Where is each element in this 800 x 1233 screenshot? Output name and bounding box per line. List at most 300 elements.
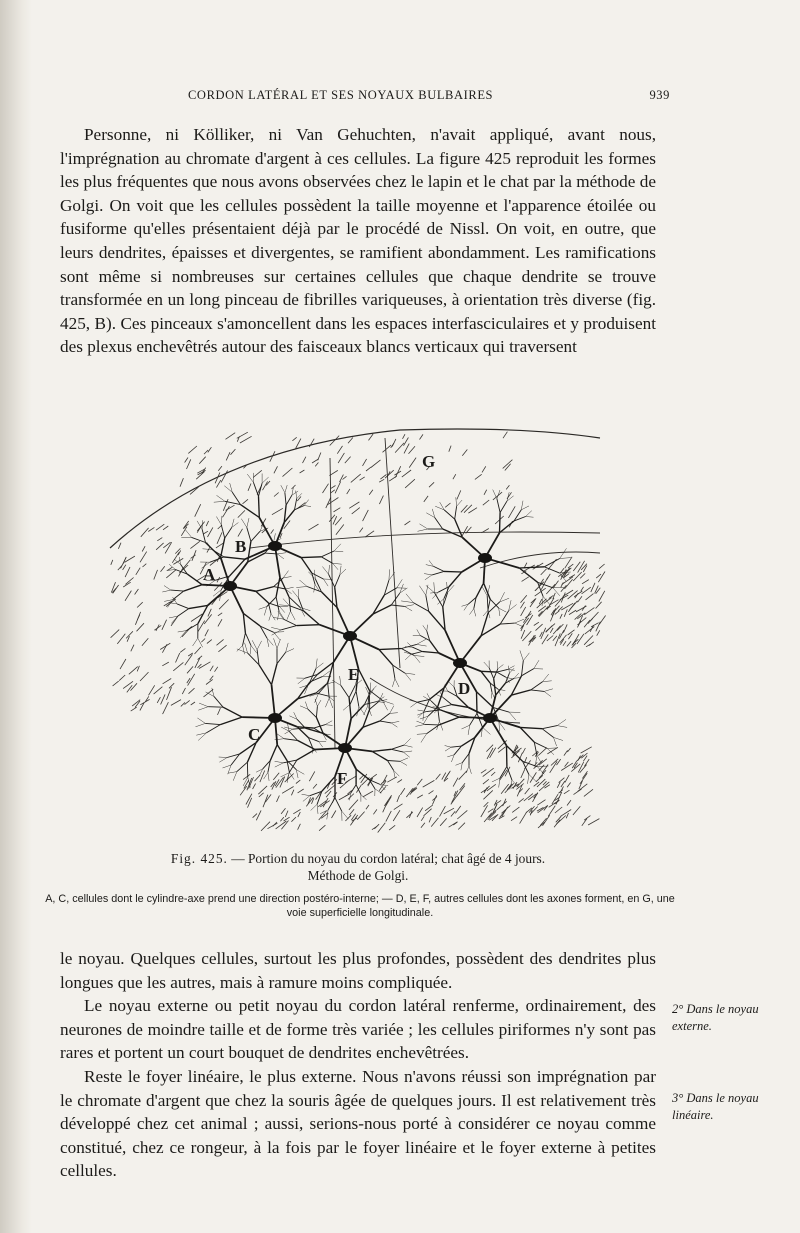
figure-labels (203, 452, 470, 788)
paragraph: Personne, ni Kölliker, ni Van Gehuchten, n'avait appliqué, avant nous, l'imprégnation au chromate d'argent à ces cellules. La figure 425 reproduit les formes les plus fréquentes que nous avons observées chez le lapin et le chat par la méthode de Golgi. On voit que les cellules possèdent la taille moyenne et l'apparence étoilée ou fusiforme qu'elles présentaient déjà par le procédé de Nissl. On voit, en outre, que leurs dendrites, épaisses et divergentes, se ramifient abondamment. Les ramifications sont même si nombreuses sur certaines cellules que chaque dendrite se trouve transformée en un long pinceau de fibrilles variqueuses, à orientation très diverse (fig. 425, B). Ces pinceaux s'amoncellent dans les espaces interfasciculaires et y produisent des plexus enchevêtrés autour des faisceaux blancs verticaux qui traversent (60, 125, 656, 357)
fiber-stroke (584, 759, 589, 766)
fiber-stroke (349, 809, 354, 815)
dendrite-branch (447, 755, 454, 757)
fiber-stroke (154, 570, 158, 580)
fiber-stroke (218, 708, 221, 715)
fiber-stroke (586, 594, 594, 600)
dendrite-branch (247, 474, 253, 482)
fiber-stroke (561, 593, 565, 603)
dendrite-branch (259, 665, 272, 685)
fiber-stroke (309, 439, 314, 447)
fiber-stroke (584, 789, 593, 796)
dendrite-branch (356, 691, 359, 706)
dendrite-branch (413, 603, 428, 612)
fiber-stroke (349, 502, 359, 508)
dendrite-branch (519, 568, 537, 582)
dendrite-branch (520, 727, 542, 728)
fiber-stroke (521, 630, 525, 639)
fiber-stroke (135, 612, 140, 625)
fiber-stroke (385, 470, 394, 478)
dendrite-branch (286, 649, 294, 653)
dendrite-branch (560, 558, 571, 559)
fiber-stroke (436, 774, 441, 780)
dendrite-branch (542, 726, 557, 729)
dendrite-branch (184, 585, 203, 591)
dendrite-branch (300, 706, 308, 709)
fiber-stroke (557, 782, 560, 788)
dendrite-branch (553, 588, 560, 596)
dendrite-branch (454, 746, 461, 755)
dendrite-branch (340, 676, 341, 686)
dendrite-branch (334, 544, 341, 551)
fiber-stroke (205, 629, 209, 636)
fiber-stroke (216, 480, 220, 488)
dendrite-branch (423, 625, 427, 631)
dendrite-branch (462, 754, 469, 763)
dendrite-branch (297, 493, 302, 498)
dendrite-branch (439, 717, 459, 725)
dendrite-branch (301, 557, 321, 558)
dendrite-branch (277, 745, 287, 761)
dendrite-branch (492, 778, 500, 782)
fiber-stroke (273, 773, 279, 780)
dendrite-branch (292, 591, 298, 598)
fiber-stroke (338, 453, 344, 463)
fiber-stroke (547, 574, 551, 580)
dendrite-branch (390, 713, 398, 714)
dendrite-branch (413, 647, 423, 651)
dendrite-branch (274, 638, 278, 648)
dendrite-branch (443, 698, 452, 705)
fiber-stroke (502, 806, 511, 814)
dendrite-branch (469, 766, 471, 774)
dendrite-branch (219, 758, 227, 763)
fiber-stroke (231, 449, 236, 455)
dendrite-branch (245, 633, 251, 646)
dendrite-branch (488, 599, 490, 610)
dendrite-branch (251, 531, 260, 541)
fiber-stroke (163, 679, 172, 684)
fiber-stroke (137, 602, 143, 607)
neuron-soma (338, 743, 352, 753)
dendrite-branch (198, 707, 208, 711)
dendrite-branch (186, 624, 198, 631)
axon-line (250, 532, 600, 548)
dendrite-branch (449, 682, 454, 687)
fiber-stroke (119, 675, 125, 681)
fiber-stroke (352, 508, 360, 514)
fiber-stroke (275, 779, 279, 786)
fiber-stroke (576, 755, 583, 762)
dendrite-branch (262, 477, 269, 483)
caption-label: Fig. 425. (170, 851, 228, 866)
fiber-stroke (449, 822, 458, 828)
section-outline (110, 429, 600, 548)
fiber-stroke (539, 759, 547, 765)
dendrite-branch (500, 623, 515, 624)
dendrite-branch (180, 631, 186, 638)
fiber-stroke (185, 700, 190, 704)
fiber-stroke (459, 771, 467, 780)
fiber-stroke (393, 810, 400, 821)
dendrite-branch (274, 632, 284, 633)
dendrite-branch (445, 746, 452, 748)
dendrite-branch (397, 579, 403, 587)
fiber-stroke (553, 636, 557, 641)
dendrite-branch (481, 671, 497, 672)
dendrite-branch (523, 653, 529, 661)
dendrite-branch (279, 605, 289, 606)
fiber-stroke (298, 789, 304, 793)
fiber-stroke (204, 450, 208, 454)
dendrite-branch (497, 499, 500, 513)
fiber-stroke (582, 580, 589, 584)
fiber-stroke (282, 787, 294, 794)
fiber-stroke (123, 557, 126, 564)
fiber-stroke (503, 432, 507, 439)
dendrite-branch (315, 699, 317, 707)
fiber-stroke (129, 667, 138, 675)
dendrite-branch (297, 750, 315, 761)
dendrite-branch (494, 669, 498, 679)
dendrite-branch (500, 521, 515, 533)
fiber-stroke (573, 806, 580, 815)
dendrite-branch (221, 538, 225, 557)
fiber-stroke (483, 779, 489, 784)
fiber-stroke (154, 625, 161, 630)
fiber-stroke (292, 437, 296, 441)
fiber-stroke (349, 800, 358, 810)
dendrite-branch (178, 609, 189, 617)
fiber-stroke (445, 503, 450, 507)
fiber-stroke (598, 572, 605, 583)
dendrite-branch (400, 758, 408, 761)
fiber-stroke (588, 819, 599, 825)
dendrite-branch (403, 752, 409, 757)
fiber-stroke (127, 685, 132, 692)
fiber-stroke (238, 510, 245, 517)
fiber-stroke (379, 479, 384, 482)
fiber-stroke (565, 775, 569, 783)
fiber-stroke (585, 627, 595, 635)
dendrite-branch (269, 614, 271, 621)
fiber-stroke (429, 791, 434, 794)
fiber-stroke (596, 574, 601, 578)
fiber-stroke (180, 648, 185, 652)
dendrite-branch (483, 727, 491, 734)
fiber-stroke (561, 603, 573, 610)
dendrite-branch (356, 769, 369, 780)
dendrite-branch (393, 665, 405, 673)
fiber-stroke (481, 770, 486, 774)
dendrite-branch (248, 541, 251, 562)
dendrite-branch (404, 745, 413, 747)
dendrite-branch (292, 491, 298, 495)
dendrite-branch (277, 734, 284, 739)
dendrite-branch (507, 746, 523, 762)
fiber-stroke (542, 634, 548, 644)
dendrite-branch (302, 794, 310, 796)
dendrite-branch (196, 723, 206, 726)
fiber-stroke (580, 765, 587, 773)
fiber-stroke (583, 565, 587, 572)
fiber-stroke (525, 788, 530, 794)
fiber-stroke (280, 817, 284, 821)
body-text-top (60, 123, 656, 359)
dendrite-branch (420, 524, 428, 529)
dendrite-branch (500, 513, 501, 533)
dendrite-branch (283, 599, 290, 606)
dendrite-branch (283, 571, 288, 578)
fiber-stroke (555, 807, 562, 813)
fiber-stroke (424, 496, 428, 502)
fiber-stroke (215, 667, 218, 672)
dendrite-branch (462, 725, 470, 729)
dendrite-branch (554, 737, 564, 740)
fiber-stroke (360, 477, 365, 480)
fiber-stroke (274, 493, 279, 497)
dendrite-branch (203, 549, 213, 550)
fiber-stroke (195, 504, 201, 517)
dendrite-branch (296, 770, 298, 778)
dendrite-branch (543, 681, 552, 682)
dendrite-branch (496, 683, 506, 695)
fiber-stroke (256, 810, 261, 820)
dendrite-branch (400, 761, 407, 765)
fiber-stroke (298, 812, 301, 817)
dendrite-branch (424, 574, 432, 575)
dendrite-branch (177, 604, 189, 609)
fiber-stroke (564, 609, 567, 616)
label-a: A (203, 565, 216, 584)
dendrite-branch (359, 669, 370, 690)
fiber-stroke (363, 459, 367, 466)
neuron-soma (268, 713, 282, 723)
fiber-stroke (243, 774, 250, 779)
dendrite-branch (522, 669, 534, 676)
fiber-stroke (565, 557, 572, 568)
dendrite-branch (300, 580, 308, 587)
fiber-stroke (274, 466, 278, 473)
fiber-stroke (539, 770, 546, 778)
dendrite-branch (351, 785, 357, 794)
dendrite-branch (325, 698, 329, 707)
dendrite-branch (278, 611, 284, 619)
dendrite-branch (285, 485, 287, 493)
dendrite-branch (500, 611, 508, 624)
fiber-stroke (345, 457, 351, 464)
dendrite-branch (421, 734, 427, 743)
fiber-stroke (171, 616, 178, 626)
dendrite-branch (328, 798, 335, 810)
fiber-stroke (567, 800, 571, 805)
neuron-soma (478, 553, 492, 563)
fiber-stroke (561, 810, 572, 817)
fiber-stroke (564, 790, 570, 794)
dendrite-branch (202, 520, 203, 529)
fiber-stroke (423, 780, 435, 787)
fiber-stroke (461, 505, 468, 512)
dendrite-branch (276, 597, 279, 611)
dendrite-branch (164, 586, 171, 591)
fiber-stroke (285, 811, 288, 817)
dendrite-branch (335, 587, 337, 607)
fiber-stroke (508, 506, 515, 518)
dendrite-branch (417, 734, 427, 735)
dendrite-branch (451, 755, 454, 762)
dendrite-branch (449, 572, 462, 587)
dendrite-branch (237, 762, 248, 771)
fiber-stroke (533, 563, 544, 569)
fiber-stroke (157, 697, 160, 703)
fiber-stroke (204, 689, 214, 697)
dendrite-branch (322, 671, 330, 677)
dendrite-branch (202, 529, 205, 542)
fiber-stroke (567, 748, 570, 752)
fiber-stroke (584, 816, 590, 821)
fiber-stroke (217, 532, 222, 543)
fiber-stroke (312, 459, 319, 463)
neuron-soma (268, 541, 282, 551)
fiber-stroke (163, 526, 168, 530)
fiber-stroke (521, 769, 525, 778)
dendrite-branch (225, 528, 232, 539)
fiber-stroke (420, 434, 424, 439)
fiber-stroke (238, 529, 243, 537)
dendrite-branch (515, 623, 524, 627)
dendrite-branch (317, 791, 322, 804)
fiber-stroke (360, 528, 363, 533)
dendrite-branch (498, 665, 504, 669)
dendrite-branch (388, 761, 394, 771)
fiber-stroke (218, 613, 222, 616)
fiber-stroke (384, 795, 391, 806)
dendrite-branch (316, 684, 326, 693)
fiber-stroke (379, 496, 383, 505)
dendrite-branch (342, 811, 349, 819)
fiber-stroke (591, 623, 599, 627)
fiber-stroke (123, 681, 133, 688)
fiber-stroke (135, 589, 139, 595)
fiber-stroke (217, 639, 224, 645)
dendrite-branch (417, 630, 421, 636)
fiber-stroke (226, 433, 236, 440)
dendrite-branch (365, 702, 377, 705)
fiber-stroke (303, 457, 306, 463)
dendrite-branch (277, 639, 281, 648)
fiber-stroke (421, 816, 424, 821)
dendrite-branch (434, 566, 444, 571)
fiber-stroke (300, 470, 305, 473)
dendrite-branch (520, 650, 523, 660)
fiber-stroke (563, 624, 567, 632)
dendrite-branch (316, 706, 317, 717)
fiber-stroke (421, 823, 425, 828)
fiber-stroke (336, 525, 344, 535)
dendrite-branch (470, 609, 474, 615)
label-e: E (348, 665, 360, 684)
dendrite-branch (425, 575, 432, 580)
running-title: CORDON LATÉRAL ET SES NOYAUX BULBAIRES (188, 88, 494, 102)
fiber-stroke (403, 434, 406, 439)
fiber-stroke (475, 474, 482, 479)
dendrite-branch (429, 611, 445, 630)
fiber-stroke (120, 659, 126, 669)
fiber-stroke (283, 468, 293, 477)
dendrite-branch (468, 725, 470, 735)
fiber-stroke (451, 811, 455, 816)
fiber-stroke (131, 683, 138, 690)
fiber-stroke (253, 470, 262, 477)
fiber-stroke (383, 775, 387, 783)
fiber-stroke (243, 499, 249, 504)
dendrite-branch (435, 506, 444, 510)
label-d: D (458, 679, 471, 698)
dendrite-branch (220, 717, 242, 725)
fiber-stroke (588, 619, 593, 624)
fiber-stroke (340, 475, 344, 483)
dendrite-branch (221, 525, 224, 538)
fiber-stroke (366, 467, 371, 471)
fiber-stroke (404, 438, 409, 446)
fiber-stroke (429, 817, 431, 822)
fiber-stroke (547, 636, 553, 641)
dendrite-branch (257, 641, 262, 650)
dendrite-branch (335, 798, 342, 811)
fiber-stroke (148, 527, 154, 531)
dendrite-branch (515, 619, 524, 623)
dendrite-branch (481, 671, 490, 683)
fiber-stroke (521, 607, 526, 616)
fiber-stroke (455, 806, 460, 814)
fiber-stroke (597, 630, 600, 635)
dendrite-branch (192, 537, 206, 542)
fiber-stroke (131, 707, 137, 711)
dendrite-branch (243, 613, 260, 626)
dendrite-branch (237, 645, 243, 651)
dendrite-branch (379, 650, 393, 666)
fiber-stroke (371, 460, 381, 468)
dendrite-branch (311, 804, 318, 810)
dendrite-branch (544, 691, 551, 696)
dendrite-branch (499, 608, 500, 616)
fiber-stroke (240, 436, 252, 443)
dendrite-branch (217, 495, 225, 501)
fiber-stroke (566, 813, 568, 818)
fiber-stroke (558, 607, 562, 611)
fiber-stroke (223, 506, 230, 517)
fiber-stroke (176, 653, 180, 662)
fiber-stroke (405, 521, 411, 525)
fiber-stroke (329, 515, 335, 522)
fiber-stroke (372, 826, 377, 829)
dendrite-branch (297, 625, 320, 626)
fiber-stroke (555, 611, 560, 615)
fiber-stroke (298, 824, 301, 830)
dendrite-branch (405, 606, 413, 611)
fiber-stroke (117, 634, 125, 644)
fiber-stroke (131, 645, 134, 652)
fiber-stroke (488, 809, 494, 813)
dendrite-branch (457, 500, 463, 506)
dendrite-branch (327, 810, 328, 820)
dendrite-branch (392, 679, 395, 687)
fiber-stroke (182, 688, 185, 694)
dendrite-branch (272, 664, 278, 685)
dendrite-branch (476, 583, 484, 597)
fiber-stroke (417, 779, 422, 785)
fiber-stroke (539, 765, 545, 771)
